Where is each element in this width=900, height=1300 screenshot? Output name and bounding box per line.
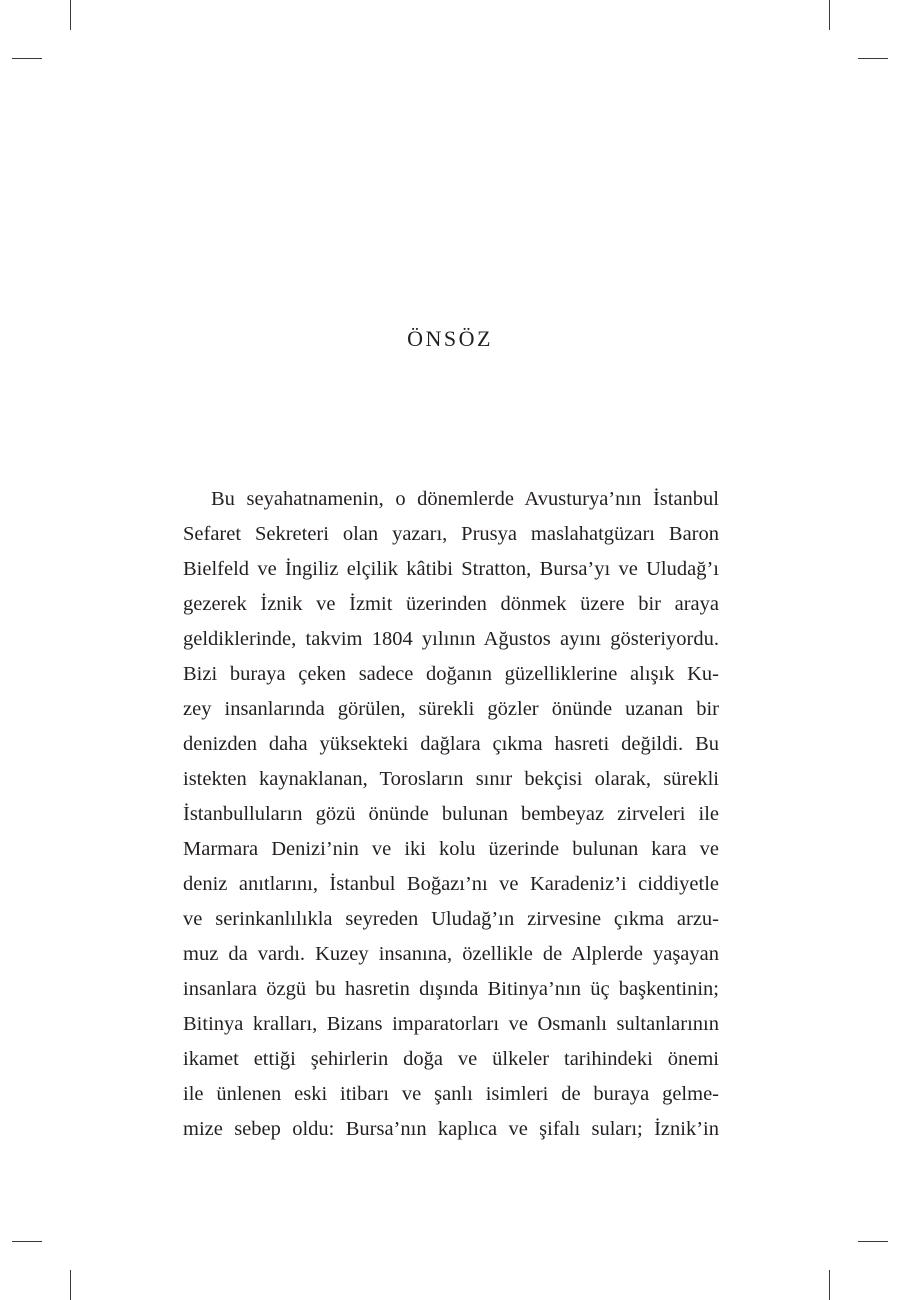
text-line: deniz anıtlarını, İstanbul Boğazı’nı ve Karadeniz’i ciddiyetle bbox=[183, 873, 719, 895]
text-line: geldiklerinde, takvim 1804 yılının Ağustos ayını gösteriyordu. bbox=[183, 628, 719, 650]
text-line: Bizi buraya çeken sadece doğanın güzelliklerine alışık Ku- bbox=[183, 663, 719, 685]
text-line: zey insanlarında görülen, sürekli gözler önünde uzanan bir bbox=[183, 698, 719, 720]
text-line: mize sebep oldu: Bursa’nın kaplıca ve şifalı suları; İznik’in bbox=[183, 1118, 719, 1140]
text-line: İstanbulluların gözü önünde bulunan bembeyaz zirveleri ile bbox=[183, 803, 719, 825]
text-line: ikamet ettiği şehirlerin doğa ve ülkeler tarihindeki önemi bbox=[183, 1048, 719, 1070]
chapter-title: ÖNSÖZ bbox=[407, 326, 493, 351]
text-line: muz da vardı. Kuzey insanına, özellikle de Alplerde yaşayan bbox=[183, 943, 719, 965]
crop-mark-bottom-right-horizontal bbox=[858, 1241, 888, 1242]
text-line: Sefaret Sekreteri olan yazarı, Prusya maslahatgüzarı Baron bbox=[183, 523, 719, 545]
text-line: gezerek İznik ve İzmit üzerinden dönmek üzere bir araya bbox=[183, 593, 719, 615]
text-line: istekten kaynaklanan, Torosların sınır bekçisi olarak, sürekli bbox=[183, 768, 719, 790]
crop-mark-top-right-horizontal bbox=[858, 58, 888, 59]
text-line: denizden daha yüksekteki dağlara çıkma hasreti değildi. Bu bbox=[183, 733, 719, 755]
crop-mark-bottom-right-vertical bbox=[829, 1270, 830, 1300]
text-line: ile ünlenen eski itibarı ve şanlı isimleri de buraya gelme- bbox=[183, 1083, 719, 1105]
text-line: insanlara özgü bu hasretin dışında Bitinya’nın üç başkentinin; bbox=[183, 978, 719, 1000]
crop-mark-bottom-left-horizontal bbox=[12, 1241, 42, 1242]
text-line: Bitinya kralları, Bizans imparatorları ve Osmanlı sultanlarının bbox=[183, 1013, 719, 1035]
crop-mark-top-left-vertical bbox=[70, 0, 71, 30]
body-text bbox=[183, 482, 719, 1147]
crop-mark-bottom-left-vertical bbox=[70, 1270, 71, 1300]
text-line: ve serinkanlılıkla seyreden Uludağ’ın zirvesine çıkma arzu- bbox=[183, 908, 719, 930]
text-line: Bu seyahatnamenin, o dönemlerde Avusturya’nın İstanbul bbox=[211, 488, 719, 510]
crop-mark-top-right-vertical bbox=[829, 0, 830, 30]
text-line: Marmara Denizi’nin ve iki kolu üzerinde bulunan kara ve bbox=[183, 838, 719, 860]
text-line: Bielfeld ve İngiliz elçilik kâtibi Stratton, Bursa’yı ve Uludağ’ı bbox=[183, 558, 719, 580]
crop-mark-top-left-horizontal bbox=[12, 58, 42, 59]
